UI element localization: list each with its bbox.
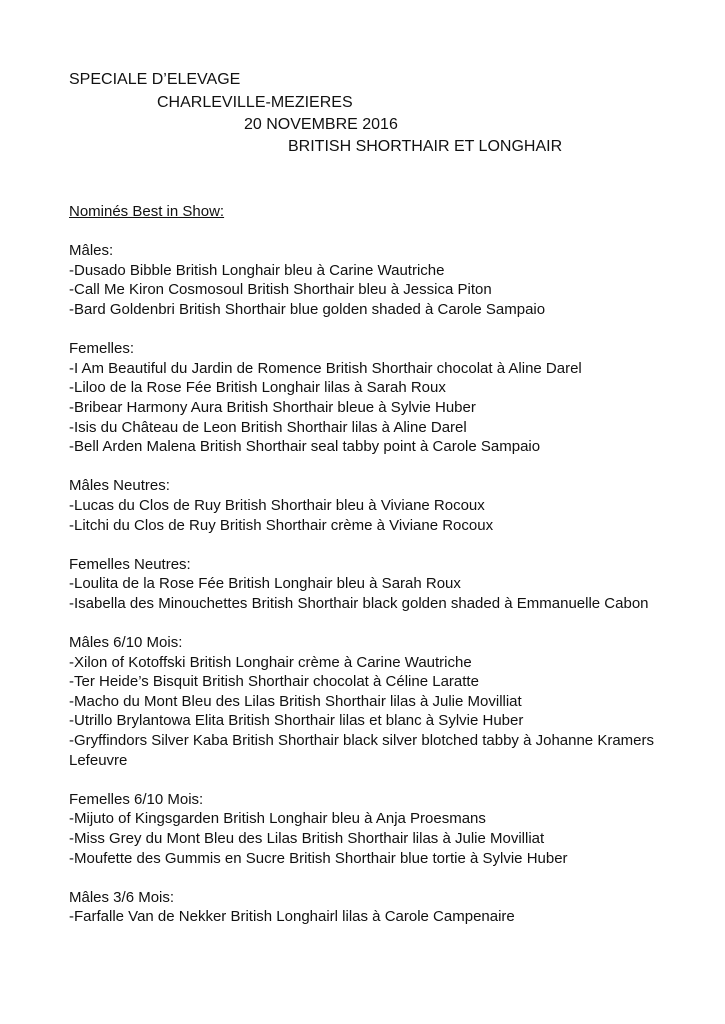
section [69,888,689,927]
section [69,790,689,868]
list-item: -Macho du Mont Bleu des Lilas British Shorthair lilas à Julie Movilliat [69,692,522,710]
section-heading: Mâles 6/10 Mois: [69,634,183,652]
nominees-heading: Nominés Best in Show: [69,203,225,220]
list-item: -Loulita de la Rose Fée British Longhair bleu à Sarah Roux [69,575,461,593]
title-line-4: BRITISH SHORTHAIR ET LONGHAIR [288,138,563,155]
title-line-3: 20 NOVEMBRE 2016 [244,116,398,133]
list-item: -Dusado Bibble British Longhair bleu à Carine Wautriche [69,261,445,279]
list-item: -Ter Heide’s Bisquit British Shorthair chocolat à Céline Laratte [69,673,479,691]
entry-list [69,574,689,613]
list-item: -Xilon of Kotoffski British Longhair crème à Carine Wautriche [69,653,472,671]
list-item: -Isabella des Minouchettes British Shorthair black golden shaded à Emmanuelle Cabon [69,594,649,612]
list-item: -Liloo de la Rose Fée British Longhair lilas à Sarah Roux [69,379,446,397]
list-item: -Mijuto of Kingsgarden British Longhair bleu à Anja Proesmans [69,810,486,828]
section [69,241,689,319]
title-line-2: CHARLEVILLE-MEZIERES [157,94,353,111]
sections-container [69,241,689,927]
section-heading: Mâles Neutres: [69,477,170,495]
section [69,555,689,614]
section-heading: Femelles: [69,340,135,358]
list-item: -Gryffindors Silver Kaba British Shorthair black silver blotched tabby à Johanne Kramers Lefeuvre [69,732,654,769]
list-item: -Bard Goldenbri British Shorthair blue golden shaded à Carole Sampaio [69,300,546,318]
list-item: -I Am Beautiful du Jardin de Romence British Shorthair chocolat à Aline Darel [69,359,582,377]
section [69,633,689,770]
entry-list [69,653,689,771]
section-heading: Mâles: [69,242,114,260]
list-item: -Utrillo Brylantowa Elita British Shorthair lilas et blanc à Sylvie Huber [69,712,524,730]
section-heading: Mâles 3/6 Mois: [69,888,175,906]
list-item: -Lucas du Clos de Ruy British Shorthair bleu à Viviane Rocoux [69,496,485,514]
list-item: -Litchi du Clos de Ruy British Shorthair crème à Viviane Rocoux [69,516,494,534]
list-item: -Isis du Château de Leon British Shorthair lilas à Aline Darel [69,418,467,436]
entry-list [69,496,689,535]
entry-list [69,261,689,320]
section [69,339,689,457]
title-line-1: SPECIALE D’ELEVAGE [69,71,241,88]
list-item: -Bell Arden Malena British Shorthair seal tabby point à Carole Sampaio [69,438,541,456]
document-body [69,202,689,927]
list-item: -Farfalle Van de Nekker British Longhairl lilas à Carole Campenaire [69,908,515,926]
section [69,476,689,535]
entry-list [69,359,689,457]
list-item: -Bribear Harmony Aura British Shorthair bleue à Sylvie Huber [69,398,476,416]
list-item: -Moufette des Gummis en Sucre British Shorthair blue tortie à Sylvie Huber [69,849,568,867]
list-item: -Call Me Kiron Cosmosoul British Shorthair bleu à Jessica Piton [69,281,492,299]
section-heading: Femelles Neutres: [69,555,191,573]
entry-list [69,907,689,927]
list-item: -Miss Grey du Mont Bleu des Lilas British Shorthair lilas à Julie Movilliat [69,830,545,847]
section-heading: Femelles 6/10 Mois: [69,790,204,808]
entry-list [69,809,689,868]
